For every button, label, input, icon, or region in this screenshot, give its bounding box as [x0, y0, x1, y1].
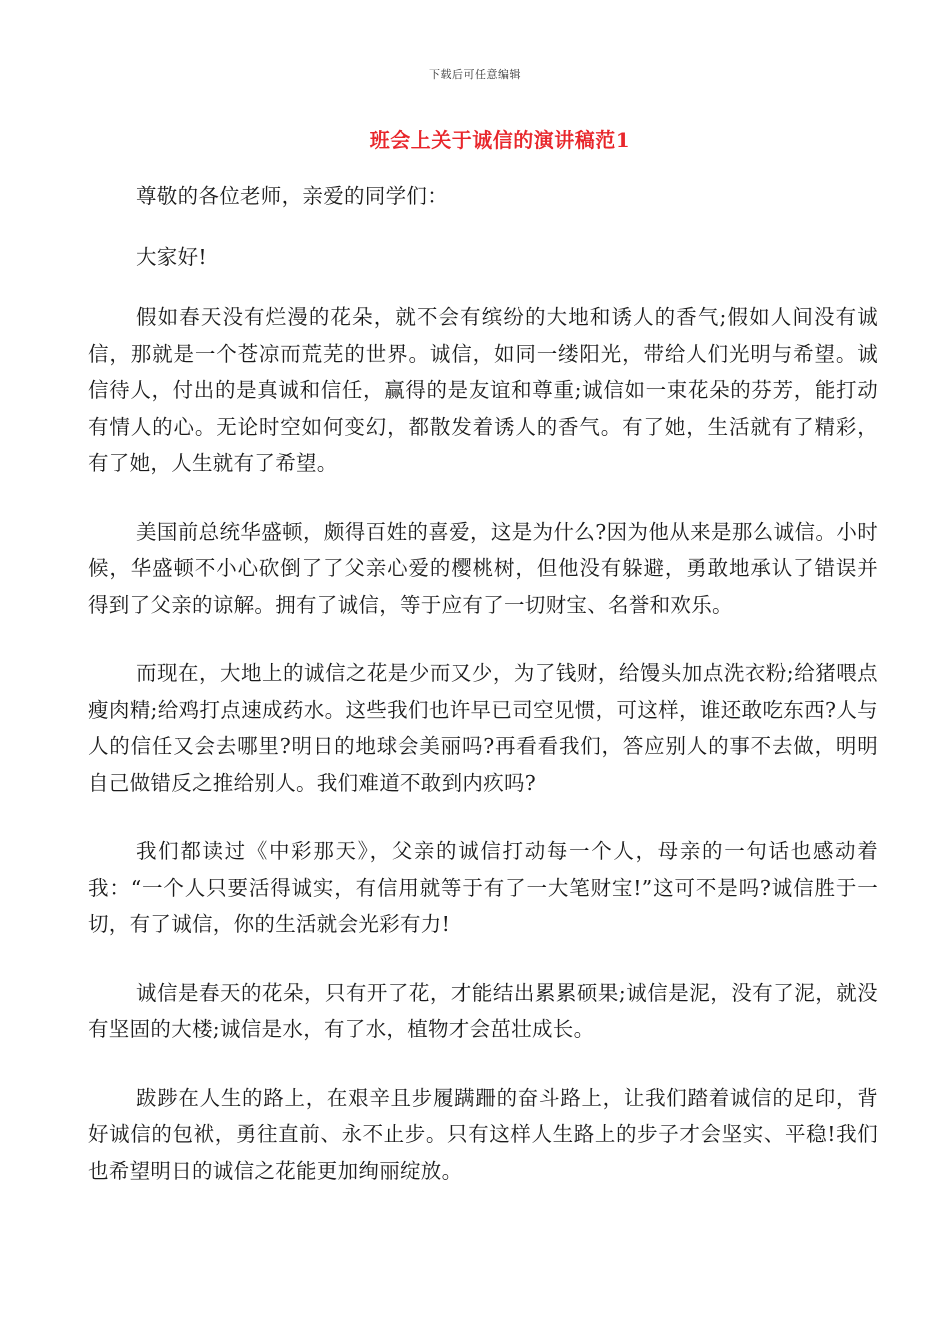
paragraph: 诚信是春天的花朵，只有开了花，才能结出累累硕果;诚信是泥，没有了泥，就没有坚固的大楼;诚信是水，有了水，植物才会茁壮成长。: [88, 980, 878, 1041]
document-title: 班会上关于诚信的演讲稿范1: [369, 128, 631, 152]
paragraph: 而现在，大地上的诚信之花是少而又少，为了钱财，给馒头加点洗衣粉;给猪喂点瘦肉精;给鸡打点速成药水。这些我们也许早已司空见惯，可这样，谁还敢吃东西?人与人的信任又会去哪里?明日的地球会美丽吗?再看看我们，答应别人的事不去做，明明自己做错反之推给别人。我们难道不敢到内疚吗?: [88, 661, 878, 795]
paragraph: 美国前总统华盛顿，颇得百姓的喜爱，这是为什么?因为他从来是那么诚信。小时候，华盛顿不小心砍倒了了父亲心爱的樱桃树，但他没有躲避，勇敢地承认了错误并得到了父亲的谅解。拥有了诚信，等于应有了一切财宝、名誉和欢乐。: [88, 519, 878, 617]
header-note: 下载后可任意编辑: [429, 68, 521, 81]
document-body: [88, 178, 878, 1221]
paragraph: 我们都读过《中彩那天》，父亲的诚信打动每一个人，母亲的一句话也感动着我：“一个人只要活得诚实，有信用就等于有了一大笔财宝!”这可不是吗?诚信胜于一切，有了诚信，你的生活就会光彩有力!: [88, 839, 878, 936]
paragraph-salutation: 尊敬的各位老师，亲爱的同学们：: [136, 184, 448, 208]
paragraph: 跋踄在人生的路上，在艰辛且步履蹒跚的奋斗路上，让我们踏着诚信的足印，背好诚信的包袱，勇往直前、永不止步。只有这样人生路上的步子才会坚实、平稳!我们也希望明日的诚信之花能更加绚丽绽放。: [88, 1085, 878, 1183]
paragraph: 假如春天没有烂漫的花朵，就不会有缤纷的大地和诱人的香气;假如人间没有诚信，那就是一个苍凉而荒芜的世界。诚信，如同一缕阳光，带给人们光明与希望。诚信待人，付出的是真诚和信任，赢得的是友谊和尊重;诚信如一束花朵的芬芳，能打动有情人的心。无论时空如何变幻，都散发着诱人的香气。有了她，生活就有了精彩，有了她，人生就有了希望。: [88, 305, 878, 475]
paragraph-greeting: 大家好!: [136, 244, 207, 269]
